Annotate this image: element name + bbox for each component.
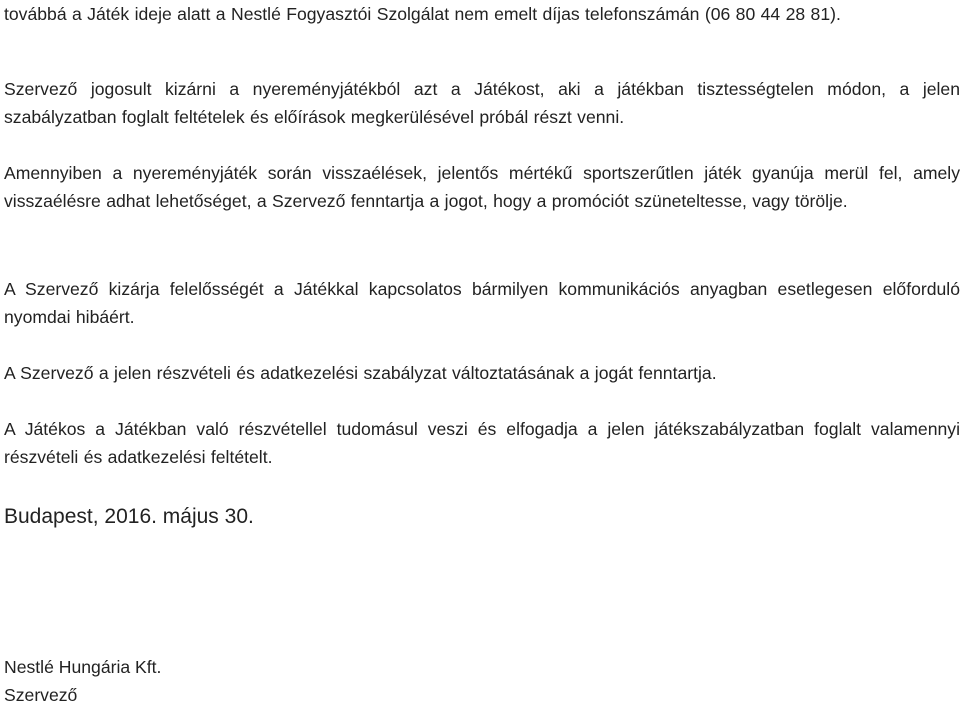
signature-role: Szervező [4, 685, 78, 705]
date-line: Budapest, 2016. május 30. [4, 505, 254, 528]
paragraph-phone-info: továbbá a Játék ideje alatt a Nestlé Fogyasztói Szolgálat nem emelt díjas telefonszámán (06 80 44 28 81). [4, 4, 841, 24]
paragraph-liability: A Szervező kizárja felelősségét a Játékkal kapcsolatos bármilyen kommunikációs anyagban esetlegesen előforduló nyomdai hibáért. [4, 279, 960, 327]
paragraph-abuse: Amennyiben a nyereményjáték során visszaélések, jelentős mértékű sportszerűtlen játék gyanúja merül fel, amely visszaélésre adhat lehetőséget, a Szervező fenntartja a jogot, hogy a promóciót szüneteltesse, vagy törölje. [4, 163, 960, 211]
paragraph-exclusion: Szervező jogosult kizárni a nyereményjátékból azt a Játékost, aki a játékban tisztességtelen módon, a jelen szabályzatban foglalt feltételek és előírások megkerülésével próbál részt venni. [4, 79, 960, 127]
paragraph-amendment: A Szervező a jelen részvételi és adatkezelési szabályzat változtatásának a jogát fenntartja. [4, 363, 717, 383]
signature-company: Nestlé Hungária Kft. [4, 657, 162, 677]
paragraph-acceptance: A Játékos a Játékban való részvétellel tudomásul veszi és elfogadja a jelen játékszabályzatban foglalt valamennyi részvételi és adatkezelési feltételt. [4, 419, 960, 467]
